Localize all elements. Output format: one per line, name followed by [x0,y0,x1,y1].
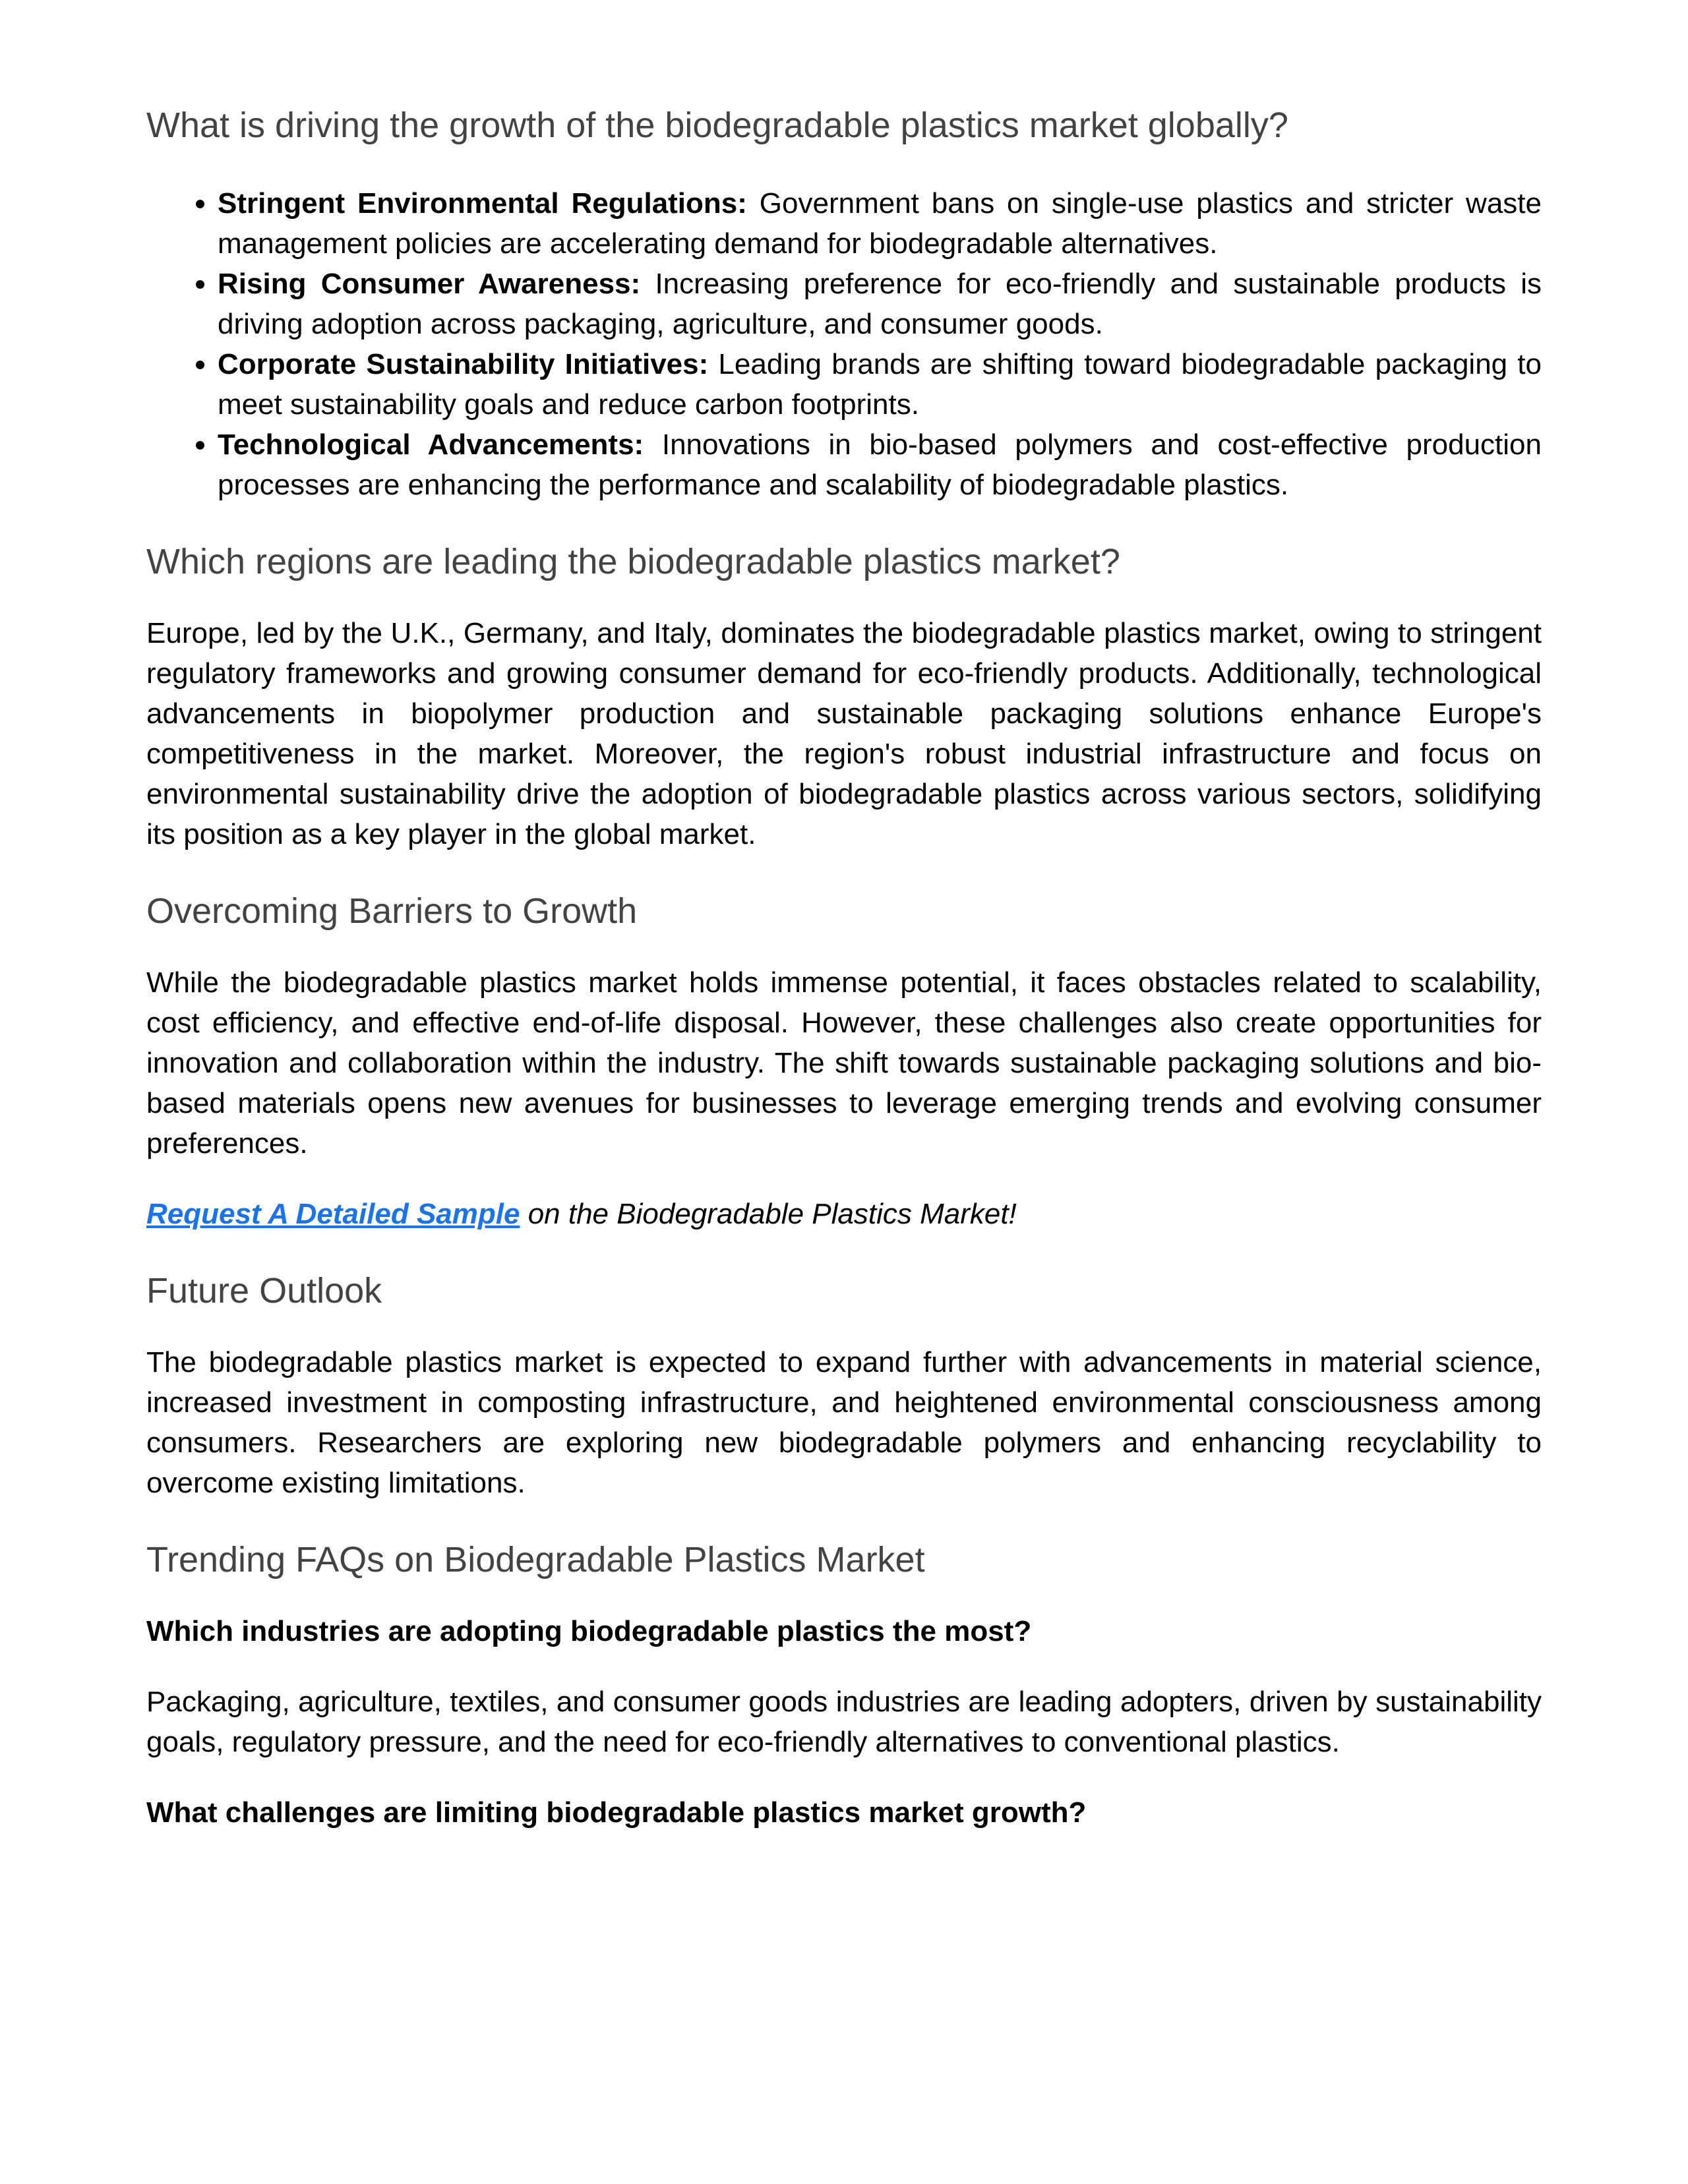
driver-text: Leading brands are shifting toward biodegradable packaging to meet sustainability goals and reduce carbon footprints. [218,348,1542,421]
sample-request-line [146,1194,1542,1234]
driver-item-awareness [218,264,1542,344]
faq-answer-industries: Packaging, agriculture, textiles, and consumer goods industries are leading adopters, driven by sustainability goals, regulatory pressure, and the need for eco-friendly alternatives to conventional plastics. [146,1686,1542,1758]
faq-question-challenges: What challenges are limiting biodegradable plastics market growth? [146,1796,1087,1829]
section-heading-trending-faqs: Trending FAQs on Biodegradable Plastics Market [146,1540,925,1579]
driver-label: Corporate Sustainability Initiatives: [218,348,709,380]
paragraph-barriers: While the biodegradable plastics market holds immense potential, it faces obstacles related to scalability, cost efficiency, and effective end-of-life disposal. However, these challenges also create opportunities for innovation and collaboration within the industry. The shift towards sustainable packaging solutions and bio-based materials opens new avenues for businesses to leverage emerging trends and evolving consumer preferences. [146,966,1542,1160]
section-heading-leading-regions: Which regions are leading the biodegradable plastics market? [146,542,1120,581]
driver-text: Innovations in bio-based polymers and cost-effective production processes are enhancing the performance and scalability of biodegradable plastics. [218,428,1542,501]
section-heading-market-drivers: What is driving the growth of the biodegradable plastics market globally? [146,105,1288,145]
request-sample-link[interactable]: Request A Detailed Sample [146,1198,520,1230]
driver-text: Increasing preference for eco-friendly and sustainable products is driving adoption across packaging, agriculture, and consumer goods. [218,268,1542,340]
driver-text: Government bans on single-use plastics and stricter waste management policies are accelerating demand for biodegradable alternatives. [218,187,1542,260]
faq-question-industries: Which industries are adopting biodegradable plastics the most? [146,1615,1032,1647]
paragraph-future-outlook: The biodegradable plastics market is expected to expand further with advancements in material science, increased investment in composting infrastructure, and heightened environmental consciousness among consumers. Researchers are exploring new biodegradable polymers and enhancing recyclability to overcome existing limitations. [146,1346,1542,1499]
sample-link-suffix: on the Biodegradable Plastics Market! [520,1198,1017,1230]
section-heading-future-outlook: Future Outlook [146,1271,382,1311]
driver-label: Stringent Environmental Regulations: [218,187,747,220]
driver-label: Rising Consumer Awareness: [218,268,641,300]
drivers-list [146,183,1542,505]
driver-item-regulations [218,183,1542,264]
paragraph-regions: Europe, led by the U.K., Germany, and Italy, dominates the biodegradable plastics market, owing to stringent regulatory frameworks and growing consumer demand for eco-friendly products. Additionally, technological advancements in biopolymer production and sustainable packaging solutions enhance Europe's competitiveness in the market. Moreover, the region's robust industrial infrastructure and focus on environmental sustainability drive the adoption of biodegradable plastics across various sectors, solidifying its position as a key player in the global market. [146,617,1542,850]
section-heading-barriers: Overcoming Barriers to Growth [146,891,638,931]
driver-item-sustainability [218,344,1542,425]
driver-item-technology [218,425,1542,505]
driver-label: Technological Advancements: [218,428,644,461]
